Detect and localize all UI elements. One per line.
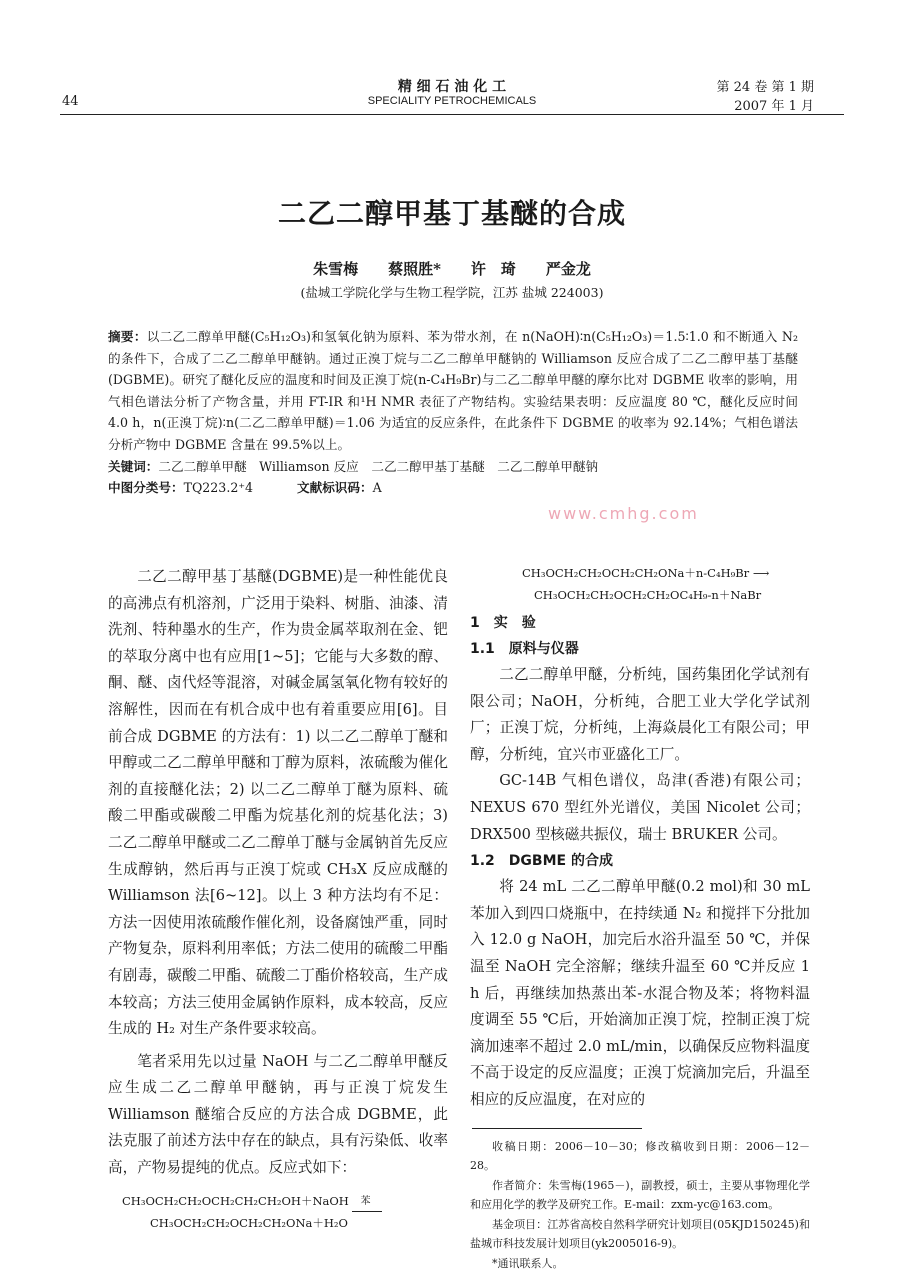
abstract-block [108,326,798,525]
reaction-equation-2 [470,562,810,584]
watermark-strip [108,499,798,525]
eq2-products: CH₃OCH₂CH₂OCH₂CH₂OC₄H₉-n＋NaBr [470,584,810,606]
abstract-label: 摘要： [108,329,147,344]
journal-title-cn: 精 细 石 油 化 工 [0,76,904,96]
section-synthesis: 1.2 DGBME 的合成 [470,848,810,874]
corresponding-author: *通讯联系人。 [470,1254,810,1273]
materials-paragraph: 二乙二醇单甲醚，分析纯，国药集团化学试剂有限公司；NaOH，分析纯，合肥工业大学化学试剂厂；正溴丁烷，分析纯，上海焱晨化工有限公司；甲醇，分析纯，宜兴市亚盛化工厂。 [470,662,810,768]
reaction-equation-1 [108,1190,448,1212]
keywords-label: 关键词： [108,459,158,474]
intro-paragraph: 二乙二醇甲基丁基醚(DGBME)是一种性能优良的高沸点有机溶剂，广泛用于染料、树脂、油漆、清洗剂、特种墨水的生产，作为贵金属萃取剂在金、钯的萃取分离中也有应用[1~5]；它能与大多数的醇、酮、醚、卤代烃等混溶，对碱金属氢氧化物有较好的溶解性，因而在有机合成中也有着重要应用[6]。目前合成 DGBME 的方法有：1) 以二乙二醇单丁醚和甲醇或二乙二醇单甲醚和丁醇为原料，浓硫酸为催化剂的直接醚化法；2) 以二乙二醇单丁醚为原料、硫酸二甲酯或碳酸二甲酯为烷基化剂的烷基化法；3) 二乙二醇单甲醚或二乙二醇单丁醚与金属钠首先反应生成醇钠，然后再与正溴丁烷或 CH₃X 反应成醚的 Williamson 法[6~12]。以上 3 种方法均有不足：方法一因使用浓硫酸作催化剂，设备腐蚀严重，同时产物复杂，原料利用率低；方法二使用的硫酸二甲酯有剧毒，碳酸二甲酯、硫酸二丁酯价格较高，生产成本较高；方法三使用金属钠作原料，成本较高，反应生成的 H₂ 对生产条件要求较高。 [108,564,448,1043]
section-materials: 1.1 原料与仪器 [470,636,810,662]
issue-date: 2007 年 1 月 [734,95,814,114]
funding: 基金项目：江苏省高校自然科学研究计划项目(05KJD150245)和盐城市科技发展计划项目(yk2005016-9)。 [470,1215,810,1254]
keywords [108,456,798,478]
author-bio: 作者简介：朱雪梅(1965－)，副教授，硕士，主要从事物理化学和应用化学的教学及研究工作。E-mail：zxm-yc@163.com。 [470,1176,810,1215]
eq2-reactants: CH₃OCH₂CH₂OCH₂CH₂ONa＋n-C₄H₉Br [522,566,749,580]
footnotes [470,1137,810,1273]
instruments-paragraph: GC-14B 气相色谱仪，岛津(香港)有限公司；NEXUS 670 型红外光谱仪，美国 Nicolet 公司；DRX500 型核磁共振仪，瑞士 BRUKER 公司。 [470,768,810,848]
eq1-reactants: CH₃OCH₂CH₂OCH₂CH₂CH₂OH＋NaOH [122,1194,349,1208]
doc-code-value: A [373,480,382,495]
keywords-text: 二乙二醇单甲醚 Williamson 反应 二乙二醇甲基丁基醚 二乙二醇单甲醚钠 [158,459,598,474]
right-column [470,562,810,1273]
authors: 朱雪梅 蔡照胜* 许 琦 严金龙 [0,258,904,279]
abstract-text: 以二乙二醇单甲醚(C₅H₁₂O₃)和氢氧化钠为原料、苯为带水剂，在 n(NaOH)∶n(C₅H₁₂O₃)＝1.5∶1.0 和不断通入 N₂ 的条件下，合成了二乙二醇单甲醚钠。通过正溴丁烷与二乙二醇单甲醚钠的 Williamson 反应合成了二乙二醇甲基丁基醚(DGBME)。研究了醚化反应的温度和时间及正溴丁烷(n-C₄H₉Br)与二乙二醇单甲醚的摩尔比对 DGBME 收率的影响，用气相色谱法分析了产物含量，并用 FT-IR 和¹H NMR 表征了产物结构。实验结果表明：反应温度 80 ℃，醚化反应时间 4.0 h，n(正溴丁烷)∶n(二乙二醇单甲醚)＝1.06 为适宜的反应条件，在此条件下 DGBME 的收率为 92.14%；气相色谱法分析产物中 DGBME 含量在 99.5%以上。 [108,329,798,452]
affiliation: (盐城工学院化学与生物工程学院，江苏 盐城 224003) [0,283,904,301]
method-paragraph: 笔者采用先以过量 NaOH 与二乙二醇单甲醚反应生成二乙二醇单甲醚钠，再与正溴丁烷发生 Williamson 醚缩合反应的方法合成 DGBME，此法克服了前述方法中存在的缺点，具有污染低、收率高，产物易提纯的优点。反应式如下： [108,1049,448,1182]
clc-label: 中图分类号： [108,480,184,495]
watermark: www.cmhg.com [548,503,699,525]
doc-code-label: 文献标识码： [297,480,373,495]
synthesis-paragraph: 将 24 mL 二乙二醇单甲醚(0.2 mol)和 30 mL 苯加入到四口烧瓶中，在持续通 N₂ 和搅拌下分批加入 12.0 g NaOH，加完后水浴升温至 50 ℃，并保温至 NaOH 完全溶解；继续升温至 60 ℃并反应 1 h 后，再继续加热蒸出苯-水混合物及苯；将物料温度调至 55 ℃后，开始滴加正溴丁烷，控制正溴丁烷滴加速率不超过 2.0 mL/min，以确保反应物料温度不高于设定的反应温度；正溴丁烷滴加完后，升温至相应的反应温度，在对应的 [470,874,810,1113]
header-rule [60,114,844,115]
section-experiment: 1 实 验 [470,610,810,636]
eq1-condition: 苯 [360,1196,370,1208]
left-column [108,564,448,1234]
clc-value: TQ223.2⁺4 [184,480,253,495]
received-date: 收稿日期：2006－10－30；修改稿收到日期：2006－12－28。 [470,1137,810,1176]
page-number: 44 [62,94,79,109]
footnote-rule [472,1128,642,1129]
abstract [108,326,798,456]
volume-issue: 第 24 卷 第 1 期 [717,76,814,95]
paper-title: 二乙二醇甲基丁基醚的合成 [0,192,904,232]
classification [108,477,798,499]
eq1-products: CH₃OCH₂CH₂OCH₂CH₂ONa＋H₂O [108,1212,448,1234]
reaction-arrow: ⟶ [753,566,770,580]
journal-title-en: SPECIALITY PETROCHEMICALS [0,95,904,107]
